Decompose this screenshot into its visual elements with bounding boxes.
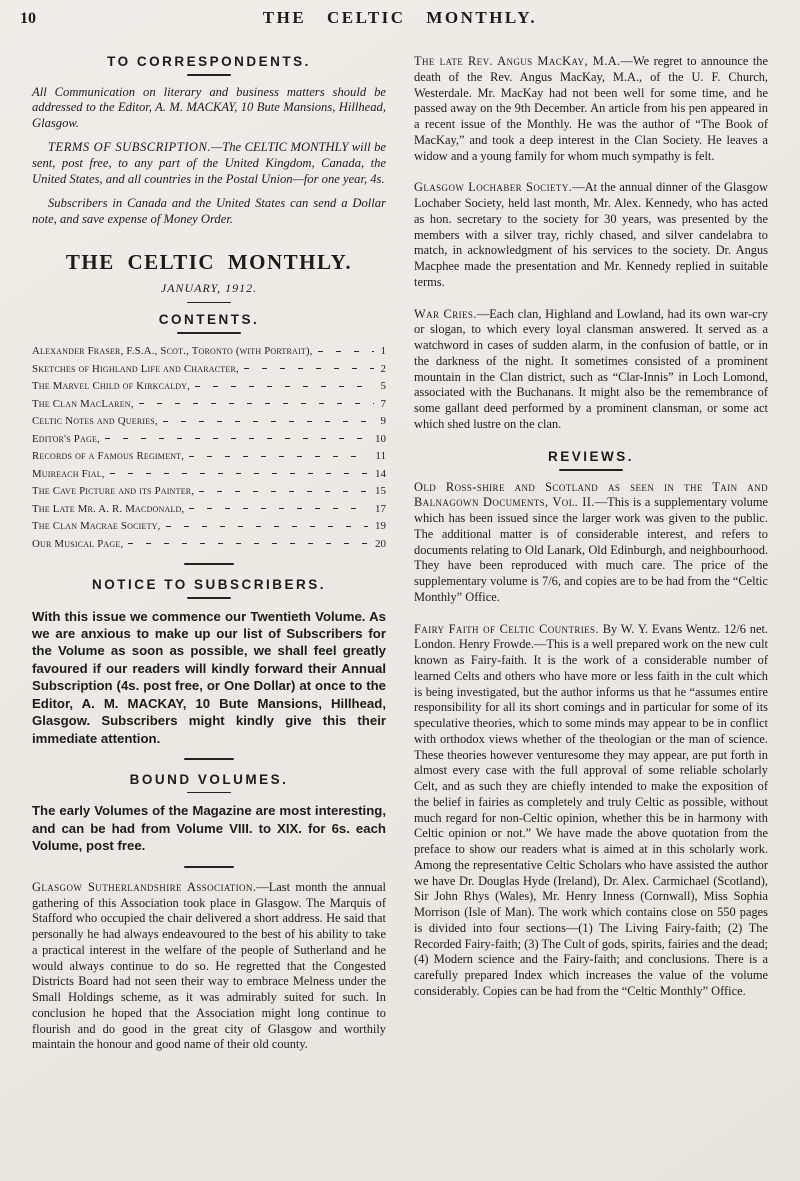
section-contents bbox=[32, 312, 386, 552]
masthead-title: THE CELTIC MONTHLY. bbox=[262, 8, 538, 27]
article-mackay-obituary bbox=[414, 54, 768, 164]
toc-leader bbox=[189, 456, 368, 457]
toc-title: Alexander Fraser, F.S.A., Scot., Toronto (with Portrait), bbox=[32, 345, 313, 358]
toc-leader bbox=[163, 421, 374, 422]
article-body: —At the annual dinner of the Glasgow Lochaber Society, held last month, Mr. Alex. Kennedy, who has acted as hon. secretary to the society for 30 years, was presented by the members with a silver tray, richly chased, and silver candelabra to match, in acknowledgment of his services to the society. Dr. Angus Macphee made the presentation and Mr. Kennedy replied in suitable terms. bbox=[414, 180, 769, 289]
sutherlandshire-lead: Glasgow Sutherlandshire Association. bbox=[32, 879, 257, 894]
page-number: 10 bbox=[20, 10, 36, 27]
section-notice-to-subscribers bbox=[32, 577, 386, 747]
article-lead: The late Rev. Angus MacKay, M.A. bbox=[414, 54, 621, 68]
spacer bbox=[32, 236, 386, 250]
toc-title: Our Musical Page, bbox=[32, 537, 124, 550]
toc-page: 11 bbox=[375, 450, 386, 463]
section-reviews bbox=[414, 449, 768, 1000]
toc-row bbox=[32, 448, 386, 465]
toc-row bbox=[32, 431, 386, 448]
toc-leader bbox=[244, 368, 374, 369]
article-war-cries bbox=[414, 307, 768, 433]
toc-leader bbox=[166, 526, 368, 527]
contents-rule bbox=[177, 332, 241, 334]
article-lead: War Cries. bbox=[414, 306, 477, 321]
article-body: —Each clan, Highland and Lowland, had its own war-cry or slogan, to which every loyal clansman answered. It served as a watchword in cases of sudden alarm, in the confusion of battle, or in the darkness of the night. It sometimes consisted of a prominent mountain in the Clan district, such as “Clar-Innis” in Loch Lomond, associated with the Buchanans. It might also be the remembrance of some gallant deed performed by a prominent clansman, or some act which shed lustre on the clan. bbox=[414, 306, 768, 431]
toc-title: Editor's Page, bbox=[32, 432, 100, 445]
toc-title: The Cave Picture and its Painter, bbox=[32, 485, 195, 498]
to-correspondents-heading: TO CORRESPONDENTS. bbox=[107, 54, 311, 69]
terms-lead: TERMS OF SUBSCRIPTION. bbox=[48, 140, 212, 155]
bound-volumes-heading: BOUND VOLUMES. bbox=[129, 771, 289, 787]
page-header bbox=[20, 8, 768, 38]
toc-row bbox=[32, 518, 386, 535]
toc-row bbox=[32, 361, 386, 378]
section-title-block bbox=[32, 250, 386, 303]
correspondents-paragraph-1: All Communication on literary and business matters should be addressed to the Editor, A. M. MACKAY, 10 Bute Mansions, Hillhead, Glasgow. bbox=[32, 84, 386, 131]
left-column bbox=[32, 54, 386, 1061]
toc-page: 1 bbox=[380, 345, 386, 358]
article-body: —We regret to announce the death of the Rev. Angus MacKay, M.A., of the U. F. Church, Westerdale. Mr. MacKay had not been well for some time, and he passed away on the 9th December. An article from his pen appeared in a recent issue of the Monthly. He was the author of “The Book of MacKay,” and took a deep interest in the Clan Society. He leaves a widow and a young family for whom much sympathy is felt. bbox=[414, 54, 769, 163]
toc-row bbox=[32, 378, 386, 395]
section-news-notes bbox=[414, 54, 768, 433]
toc-leader bbox=[195, 386, 373, 387]
notice-heading: NOTICE TO SUBSCRIBERS. bbox=[91, 577, 327, 593]
toc-page: 20 bbox=[375, 537, 386, 550]
toc-row bbox=[32, 396, 386, 413]
spacer bbox=[414, 614, 768, 622]
toc-page: 2 bbox=[380, 362, 386, 375]
toc-title: Muireach Fial, bbox=[32, 467, 105, 480]
toc-row bbox=[32, 343, 386, 360]
review-old-ross-shire bbox=[414, 480, 768, 606]
review-fairy-faith bbox=[414, 622, 768, 1000]
toc-row bbox=[32, 536, 386, 553]
two-column-layout bbox=[32, 54, 768, 1061]
toc-leader bbox=[139, 403, 374, 404]
toc-page: 19 bbox=[375, 520, 386, 533]
toc-leader bbox=[189, 508, 368, 509]
right-column bbox=[414, 54, 768, 1061]
review-body: By W. Y. Evans Wentz. 12/6 net. London. Henry Frowde.—This is a well prepared work on the new cult known as Fairy-faith. It is the work of a considerable number of learned Celts and others who have more or less faith in the cult which is being investigated, but the author informs us that he “assumes entire responsibility for all its short comings and in particular for some of its speculative theories, which to some minds may appear to be in conflict with orthodox views whether of the theologian or the man of science. These theories however venturesome they may appear, are put forth in almost every case with the full approval of some reliable scholarly Celt, and as such they are chiefly intended to make the exposition of the belief in fairies as completely and truly Celtic as possible, without much regard for non-Celtic opinion, whether this be in harmony with Celtic opinion or not.” We have made the above quotation from the preface to show our readers what is aimed at in this scholarly work. Among the representative Celtic Scholars who have assisted the author we have Dr. Douglas Hyde (Ireland), Dr. Alex. Carmichael (Scotland), Sir John Rhys (Wales), Mr. Henry Inness (Cornwall), Miss Sophia Morrison (Isle of Man). The work which contains close on 550 pages is divided into four sections—(1) The Living Fairy-faith; (2) The Recorded Fairy-faith; (3) The Cult of gods, spirits, fairies and the dead; (4) Modern science and the Fairy-faith; and conclusions. There is a carefully prepared Index which increases the value of the volume considerably. Copies can be had from the “Celtic Monthly” Office. bbox=[414, 621, 768, 998]
sutherlandshire-paragraph bbox=[32, 880, 386, 1053]
magazine-title: THE CELTIC MONTHLY. bbox=[65, 250, 353, 275]
spacer bbox=[414, 299, 768, 307]
toc-leader bbox=[110, 473, 368, 474]
reviews-rule bbox=[559, 469, 623, 471]
toc-title: Records of a Famous Regiment, bbox=[32, 450, 185, 463]
toc-page: 10 bbox=[375, 432, 386, 445]
toc-page: 9 bbox=[380, 415, 386, 428]
toc-row bbox=[32, 483, 386, 500]
review-body: —This is a supplementary volume which has been issued since the larger work was given to the public. The additional matter is of considerable interest, and refers to documents relating to Old Lanark, Old Edinburgh, and neighbourhood. They have been reproduced with much care. The price of the supplementary volume is 7/6, and copies are to be had from the “Celtic Monthly” Office. bbox=[414, 495, 769, 604]
toc-title: The Marvel Child of Kirkcaldy, bbox=[32, 380, 191, 393]
toc-leader bbox=[199, 491, 368, 492]
toc-title: The Late Mr. A. R. Macdonald, bbox=[32, 502, 185, 515]
bound-volumes-body: The early Volumes of the Magazine are most interesting, and can be had from Volume VIII. to XIX. for 6s. each Volume, post free. bbox=[32, 803, 386, 854]
toc-leader bbox=[128, 543, 368, 544]
toc-page: 15 bbox=[375, 485, 386, 498]
toc-title: Sketches of Highland Life and Character, bbox=[32, 362, 239, 375]
contents-heading: CONTENTS. bbox=[158, 312, 260, 328]
section-divider bbox=[184, 866, 234, 868]
section-divider bbox=[184, 563, 234, 565]
notice-body: With this issue we commence our Twentieth Volume. As we are anxious to make up our list of Subscribers for the Volume as soon as possible, we shall feel greatly favoured if our readers will kindly forward their Annual Subscription (4s. post free, or One Dollar) at once to the Editor, A. M. MACKAY, 10 Bute Mansions, Hillhead, Glasgow. Subscribers might kindly give this their immediate attention. bbox=[32, 608, 386, 746]
toc-title: The Clan Macrae Society, bbox=[32, 520, 161, 533]
issue-date: JANUARY, 1912. bbox=[160, 281, 258, 296]
toc-leader bbox=[105, 438, 368, 439]
toc-title: Celtic Notes and Queries, bbox=[32, 415, 158, 428]
sutherlandshire-body: —Last month the annual gathering of this Association took place in Glasgow. The Marquis of Stafford who occupied the chair delivered a short address. He said that personally he had always endeavoured to the best of his ability to take a practical interest in the welfare of the people of Sutherland and he would always continue to do so. He regretted that the Congested Districts Board had not seen their way to embrace Melness under the Small Holdings scheme, as it was admirably suited for such. In conclusion he hoped that the Association might long continue to flourish and do good in the great city of Glasgow and worthily maintain the honour and good name of their old county. bbox=[32, 879, 386, 1052]
toc-title: The Clan MacLaren, bbox=[32, 397, 134, 410]
correspondents-paragraph-2 bbox=[32, 140, 386, 188]
toc-leader bbox=[318, 351, 374, 352]
spacer bbox=[414, 172, 768, 180]
toc-page: 14 bbox=[375, 467, 386, 480]
review-lead: Fairy Faith of Celtic Countries. bbox=[414, 621, 599, 636]
date-rule bbox=[187, 302, 231, 304]
terms-body: —The CELTIC MONTHLY will be sent, post free, to any part of the United Kingdom, Canada, the United States, and all countries in the Postal Union—for one year, 4s. bbox=[32, 140, 386, 187]
toc-page: 7 bbox=[380, 397, 386, 410]
section-bound-volumes bbox=[32, 772, 386, 855]
heading-rule bbox=[187, 74, 231, 76]
toc-row bbox=[32, 413, 386, 430]
toc-page: 5 bbox=[380, 380, 386, 393]
article-lead: Glasgow Lochaber Society. bbox=[414, 180, 573, 195]
section-divider bbox=[184, 758, 234, 760]
bound-volumes-rule bbox=[187, 792, 231, 794]
spacer bbox=[414, 441, 768, 449]
toc-page: 17 bbox=[375, 502, 386, 515]
toc-row bbox=[32, 466, 386, 483]
toc-row bbox=[32, 501, 386, 518]
correspondents-paragraph-3: Subscribers in Canada and the United States can send a Dollar note, and save expense of Money Order. bbox=[32, 196, 386, 227]
section-to-correspondents bbox=[32, 54, 386, 228]
article-lochaber-society bbox=[414, 180, 768, 290]
notice-rule bbox=[187, 597, 231, 599]
review-lead: Old Ross-shire and Scotland as seen in the Tain and Balnagown Documents, Vol. II. bbox=[414, 479, 768, 510]
section-sutherlandshire bbox=[32, 880, 386, 1053]
table-of-contents bbox=[32, 343, 386, 552]
reviews-heading: REVIEWS. bbox=[547, 448, 634, 464]
